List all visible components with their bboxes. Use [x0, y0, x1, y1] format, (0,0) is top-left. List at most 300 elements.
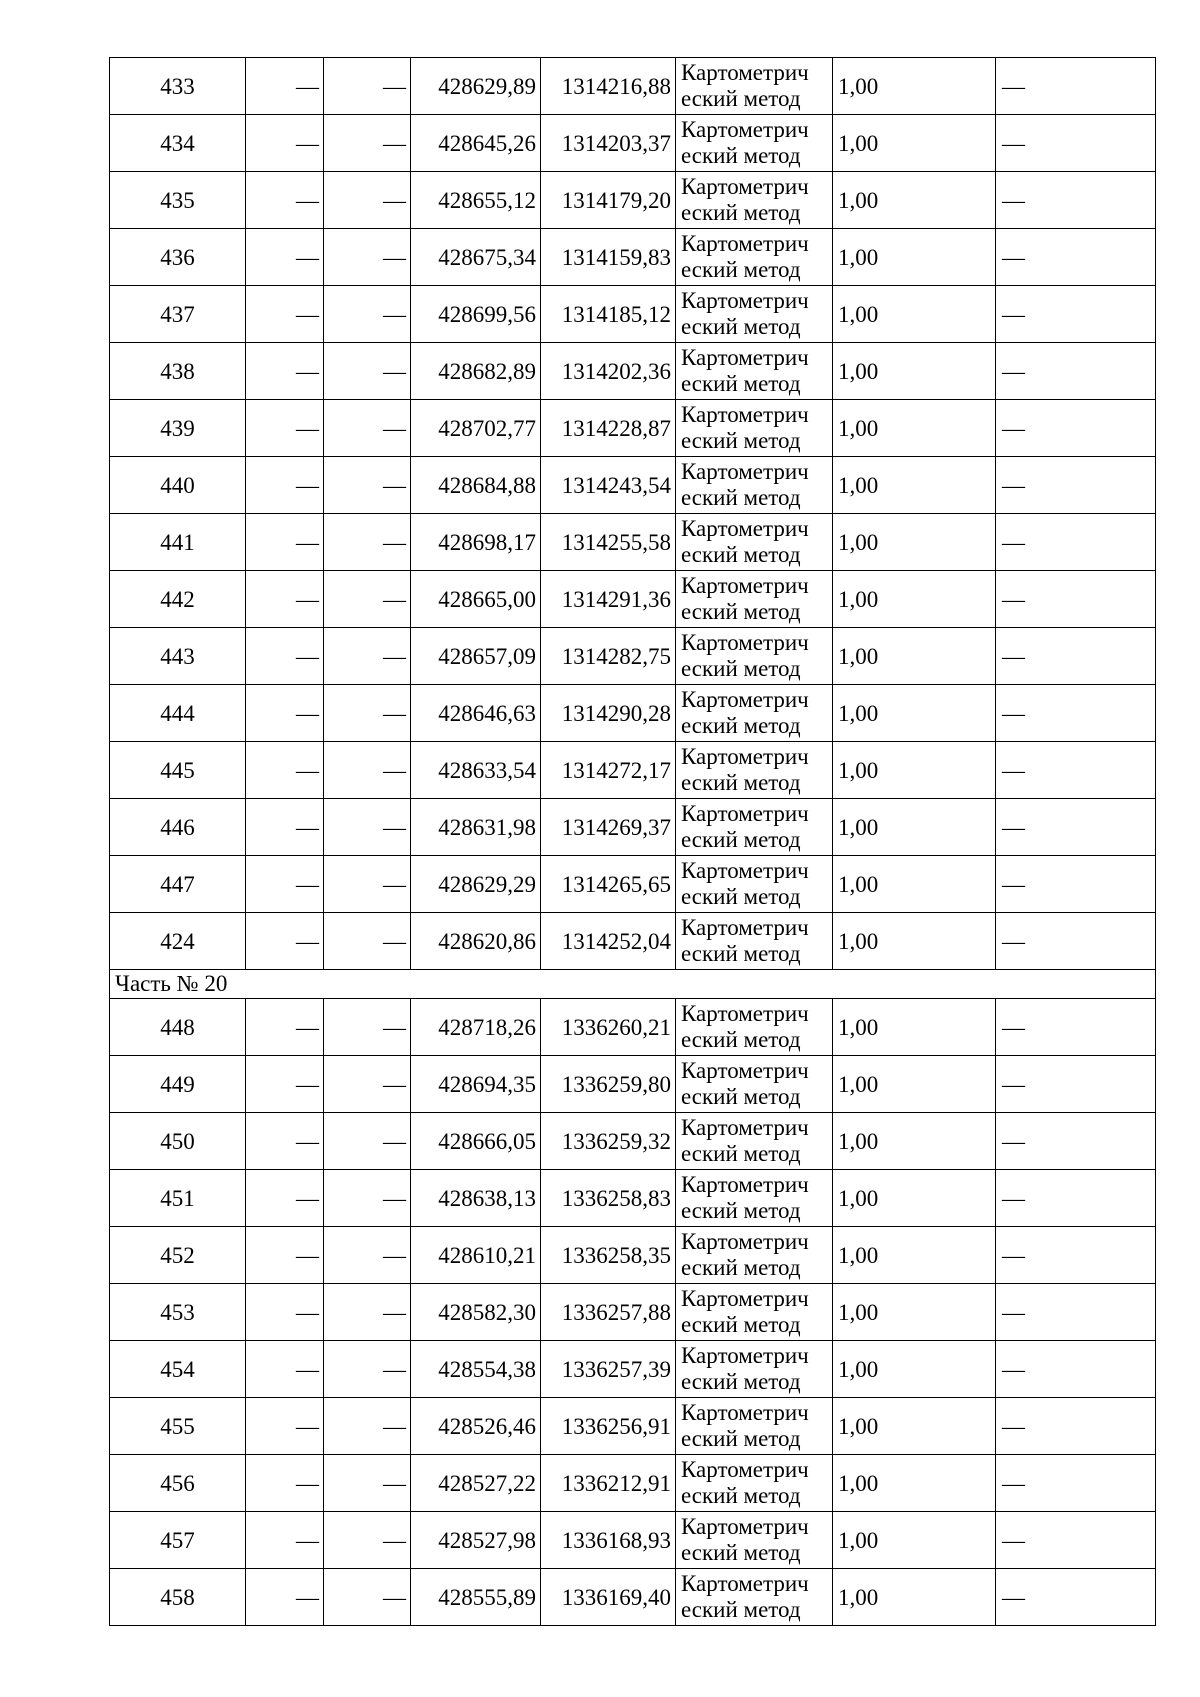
- table-row: [110, 1056, 1156, 1113]
- x-coordinate-cell: 428633,54: [411, 742, 541, 799]
- precision-cell: 1,00: [833, 172, 996, 229]
- x-coordinate-cell: 428666,05: [411, 1113, 541, 1170]
- point-number-cell: 452: [110, 1227, 246, 1284]
- point-number-cell: 440: [110, 457, 246, 514]
- empty-cell: —: [324, 571, 411, 628]
- y-coordinate-cell: 1314269,37: [541, 799, 676, 856]
- empty-cell: —: [996, 115, 1156, 172]
- method-cell: [676, 172, 833, 229]
- empty-cell: —: [996, 1512, 1156, 1569]
- method-line: Картометрич: [681, 1001, 809, 1026]
- empty-cell: —: [246, 58, 324, 115]
- x-coordinate-cell: 428698,17: [411, 514, 541, 571]
- point-number-cell: 433: [110, 58, 246, 115]
- precision-cell: 1,00: [833, 799, 996, 856]
- empty-cell: —: [324, 343, 411, 400]
- empty-cell: —: [996, 1341, 1156, 1398]
- empty-cell: —: [996, 343, 1156, 400]
- point-number-cell: 438: [110, 343, 246, 400]
- empty-cell: —: [324, 999, 411, 1056]
- method-cell: [676, 1170, 833, 1227]
- empty-cell: —: [246, 628, 324, 685]
- precision-cell: 1,00: [833, 571, 996, 628]
- empty-cell: —: [324, 1512, 411, 1569]
- x-coordinate-cell: 428682,89: [411, 343, 541, 400]
- y-coordinate-cell: 1314252,04: [541, 913, 676, 970]
- precision-cell: 1,00: [833, 742, 996, 799]
- method-cell: [676, 685, 833, 742]
- empty-cell: —: [324, 1113, 411, 1170]
- x-coordinate-cell: 428629,29: [411, 856, 541, 913]
- y-coordinate-cell: 1314265,65: [541, 856, 676, 913]
- table-row: [110, 1113, 1156, 1170]
- precision-cell: 1,00: [833, 514, 996, 571]
- empty-cell: —: [324, 229, 411, 286]
- method-cell: [676, 115, 833, 172]
- precision-cell: 1,00: [833, 1113, 996, 1170]
- point-number-cell: 439: [110, 400, 246, 457]
- precision-cell: 1,00: [833, 1227, 996, 1284]
- precision-cell: 1,00: [833, 1056, 996, 1113]
- method-line: еский метод: [681, 599, 801, 624]
- method-line: Картометрич: [681, 1514, 809, 1539]
- empty-cell: —: [324, 1455, 411, 1512]
- method-line: еский метод: [681, 314, 801, 339]
- empty-cell: —: [324, 1284, 411, 1341]
- method-line: еский метод: [681, 1141, 801, 1166]
- method-line: Картометрич: [681, 801, 809, 826]
- point-number-cell: 443: [110, 628, 246, 685]
- method-cell: [676, 343, 833, 400]
- x-coordinate-cell: 428629,89: [411, 58, 541, 115]
- empty-cell: —: [246, 1512, 324, 1569]
- method-line: Картометрич: [681, 1457, 809, 1482]
- point-number-cell: 448: [110, 999, 246, 1056]
- empty-cell: —: [996, 286, 1156, 343]
- empty-cell: —: [246, 1284, 324, 1341]
- y-coordinate-cell: 1314203,37: [541, 115, 676, 172]
- point-number-cell: 447: [110, 856, 246, 913]
- y-coordinate-cell: 1336260,21: [541, 999, 676, 1056]
- point-number-cell: 434: [110, 115, 246, 172]
- table-row: [110, 1170, 1156, 1227]
- y-coordinate-cell: 1336258,35: [541, 1227, 676, 1284]
- method-line: еский метод: [681, 770, 801, 795]
- x-coordinate-cell: 428702,77: [411, 400, 541, 457]
- point-number-cell: 458: [110, 1569, 246, 1626]
- method-line: еский метод: [681, 200, 801, 225]
- empty-cell: —: [246, 286, 324, 343]
- method-line: Картометрич: [681, 1115, 809, 1140]
- x-coordinate-cell: 428620,86: [411, 913, 541, 970]
- empty-cell: —: [996, 457, 1156, 514]
- y-coordinate-cell: 1314228,87: [541, 400, 676, 457]
- method-line: еский метод: [681, 257, 801, 282]
- y-coordinate-cell: 1336212,91: [541, 1455, 676, 1512]
- method-line: еский метод: [681, 941, 801, 966]
- method-cell: [676, 229, 833, 286]
- y-coordinate-cell: 1336256,91: [541, 1398, 676, 1455]
- method-cell: [676, 1569, 833, 1626]
- x-coordinate-cell: 428582,30: [411, 1284, 541, 1341]
- x-coordinate-cell: 428694,35: [411, 1056, 541, 1113]
- empty-cell: —: [324, 799, 411, 856]
- empty-cell: —: [996, 685, 1156, 742]
- y-coordinate-cell: 1336169,40: [541, 1569, 676, 1626]
- method-cell: [676, 799, 833, 856]
- x-coordinate-cell: 428699,56: [411, 286, 541, 343]
- empty-cell: —: [996, 913, 1156, 970]
- table-row: [110, 343, 1156, 400]
- table-row: [110, 115, 1156, 172]
- method-cell: [676, 400, 833, 457]
- table-row: [110, 58, 1156, 115]
- precision-cell: 1,00: [833, 58, 996, 115]
- empty-cell: —: [996, 1227, 1156, 1284]
- method-line: Картометрич: [681, 1058, 809, 1083]
- y-coordinate-cell: 1314291,36: [541, 571, 676, 628]
- precision-cell: 1,00: [833, 343, 996, 400]
- empty-cell: —: [996, 1170, 1156, 1227]
- point-number-cell: 455: [110, 1398, 246, 1455]
- method-line: Картометрич: [681, 345, 809, 370]
- precision-cell: 1,00: [833, 1512, 996, 1569]
- point-number-cell: 456: [110, 1455, 246, 1512]
- method-line: еский метод: [681, 1198, 801, 1223]
- table-row: [110, 1398, 1156, 1455]
- empty-cell: —: [996, 1455, 1156, 1512]
- x-coordinate-cell: 428646,63: [411, 685, 541, 742]
- point-number-cell: 437: [110, 286, 246, 343]
- y-coordinate-cell: 1336259,80: [541, 1056, 676, 1113]
- method-cell: [676, 1512, 833, 1569]
- empty-cell: —: [324, 1569, 411, 1626]
- method-line: Картометрич: [681, 1286, 809, 1311]
- method-line: еский метод: [681, 371, 801, 396]
- part-label: Часть № 20: [110, 970, 1156, 999]
- method-line: Картометрич: [681, 1343, 809, 1368]
- method-line: Картометрич: [681, 687, 809, 712]
- point-number-cell: 424: [110, 913, 246, 970]
- method-line: Картометрич: [681, 858, 809, 883]
- x-coordinate-cell: 428527,22: [411, 1455, 541, 1512]
- table-row: [110, 514, 1156, 571]
- method-cell: [676, 856, 833, 913]
- y-coordinate-cell: 1314243,54: [541, 457, 676, 514]
- method-line: еский метод: [681, 1426, 801, 1451]
- y-coordinate-cell: 1314202,36: [541, 343, 676, 400]
- empty-cell: —: [246, 742, 324, 799]
- point-number-cell: 445: [110, 742, 246, 799]
- method-line: еский метод: [681, 1027, 801, 1052]
- point-number-cell: 454: [110, 1341, 246, 1398]
- method-line: Картометрич: [681, 288, 809, 313]
- empty-cell: —: [246, 1056, 324, 1113]
- empty-cell: —: [996, 856, 1156, 913]
- method-line: еский метод: [681, 1255, 801, 1280]
- empty-cell: —: [324, 685, 411, 742]
- x-coordinate-cell: 428655,12: [411, 172, 541, 229]
- empty-cell: —: [246, 1227, 324, 1284]
- method-line: еский метод: [681, 1483, 801, 1508]
- empty-cell: —: [996, 571, 1156, 628]
- method-line: Картометрич: [681, 573, 809, 598]
- x-coordinate-cell: 428718,26: [411, 999, 541, 1056]
- empty-cell: —: [246, 913, 324, 970]
- precision-cell: 1,00: [833, 628, 996, 685]
- empty-cell: —: [324, 514, 411, 571]
- point-number-cell: 441: [110, 514, 246, 571]
- y-coordinate-cell: 1336168,93: [541, 1512, 676, 1569]
- precision-cell: 1,00: [833, 1455, 996, 1512]
- empty-cell: —: [246, 1341, 324, 1398]
- method-line: Картометрич: [681, 1400, 809, 1425]
- x-coordinate-cell: 428684,88: [411, 457, 541, 514]
- method-line: Картометрич: [681, 117, 809, 142]
- x-coordinate-cell: 428657,09: [411, 628, 541, 685]
- y-coordinate-cell: 1314185,12: [541, 286, 676, 343]
- table-row: [110, 229, 1156, 286]
- empty-cell: —: [996, 1056, 1156, 1113]
- empty-cell: —: [324, 1341, 411, 1398]
- empty-cell: —: [324, 628, 411, 685]
- method-cell: [676, 286, 833, 343]
- y-coordinate-cell: 1314282,75: [541, 628, 676, 685]
- empty-cell: —: [246, 229, 324, 286]
- x-coordinate-cell: 428555,89: [411, 1569, 541, 1626]
- empty-cell: —: [324, 1398, 411, 1455]
- method-cell: [676, 1113, 833, 1170]
- table-row: [110, 1569, 1156, 1626]
- x-coordinate-cell: 428554,38: [411, 1341, 541, 1398]
- table-row: [110, 856, 1156, 913]
- empty-cell: —: [996, 58, 1156, 115]
- table-row: [110, 286, 1156, 343]
- table-row: [110, 457, 1156, 514]
- x-coordinate-cell: 428638,13: [411, 1170, 541, 1227]
- empty-cell: —: [324, 400, 411, 457]
- y-coordinate-cell: 1314272,17: [541, 742, 676, 799]
- x-coordinate-cell: 428527,98: [411, 1512, 541, 1569]
- x-coordinate-cell: 428610,21: [411, 1227, 541, 1284]
- method-cell: [676, 999, 833, 1056]
- table-row: [110, 571, 1156, 628]
- empty-cell: —: [996, 742, 1156, 799]
- empty-cell: —: [246, 1455, 324, 1512]
- point-number-cell: 444: [110, 685, 246, 742]
- point-number-cell: 436: [110, 229, 246, 286]
- part-header-row: [110, 970, 1156, 999]
- table-row: [110, 172, 1156, 229]
- precision-cell: 1,00: [833, 1341, 996, 1398]
- empty-cell: —: [996, 1113, 1156, 1170]
- empty-cell: —: [246, 514, 324, 571]
- method-line: Картометрич: [681, 1229, 809, 1254]
- table-row: [110, 685, 1156, 742]
- precision-cell: 1,00: [833, 913, 996, 970]
- method-cell: [676, 1341, 833, 1398]
- point-number-cell: 449: [110, 1056, 246, 1113]
- method-line: Картометрич: [681, 516, 809, 541]
- method-cell: [676, 1455, 833, 1512]
- method-line: Картометрич: [681, 402, 809, 427]
- method-line: Картометрич: [681, 174, 809, 199]
- method-line: еский метод: [681, 143, 801, 168]
- method-cell: [676, 628, 833, 685]
- method-line: еский метод: [681, 1084, 801, 1109]
- precision-cell: 1,00: [833, 229, 996, 286]
- table-row: [110, 400, 1156, 457]
- precision-cell: 1,00: [833, 999, 996, 1056]
- empty-cell: —: [996, 400, 1156, 457]
- method-line: еский метод: [681, 485, 801, 510]
- method-line: еский метод: [681, 1540, 801, 1565]
- y-coordinate-cell: 1314290,28: [541, 685, 676, 742]
- point-number-cell: 451: [110, 1170, 246, 1227]
- empty-cell: —: [246, 799, 324, 856]
- y-coordinate-cell: 1314216,88: [541, 58, 676, 115]
- x-coordinate-cell: 428631,98: [411, 799, 541, 856]
- method-line: Картометрич: [681, 915, 809, 940]
- empty-cell: —: [996, 229, 1156, 286]
- empty-cell: —: [324, 913, 411, 970]
- empty-cell: —: [996, 172, 1156, 229]
- method-line: еский метод: [681, 1597, 801, 1622]
- empty-cell: —: [246, 1398, 324, 1455]
- empty-cell: —: [246, 172, 324, 229]
- empty-cell: —: [324, 286, 411, 343]
- x-coordinate-cell: 428665,00: [411, 571, 541, 628]
- method-cell: [676, 1227, 833, 1284]
- method-cell: [676, 1056, 833, 1113]
- point-number-cell: 453: [110, 1284, 246, 1341]
- table-row: [110, 1341, 1156, 1398]
- table-body: [110, 58, 1156, 1626]
- empty-cell: —: [324, 1227, 411, 1284]
- point-number-cell: 435: [110, 172, 246, 229]
- coordinates-table: [109, 57, 1156, 1626]
- empty-cell: —: [996, 628, 1156, 685]
- table-row: [110, 742, 1156, 799]
- precision-cell: 1,00: [833, 1398, 996, 1455]
- empty-cell: —: [996, 1284, 1156, 1341]
- empty-cell: —: [246, 343, 324, 400]
- empty-cell: —: [246, 1569, 324, 1626]
- table-row: [110, 999, 1156, 1056]
- x-coordinate-cell: 428526,46: [411, 1398, 541, 1455]
- empty-cell: —: [246, 999, 324, 1056]
- method-line: еский метод: [681, 884, 801, 909]
- empty-cell: —: [324, 1170, 411, 1227]
- method-line: еский метод: [681, 86, 801, 111]
- table-row: [110, 799, 1156, 856]
- empty-cell: —: [324, 457, 411, 514]
- method-cell: [676, 913, 833, 970]
- table-row: [110, 913, 1156, 970]
- method-cell: [676, 1284, 833, 1341]
- method-line: Картометрич: [681, 60, 809, 85]
- method-cell: [676, 1398, 833, 1455]
- precision-cell: 1,00: [833, 1284, 996, 1341]
- method-line: еский метод: [681, 1312, 801, 1337]
- y-coordinate-cell: 1336257,88: [541, 1284, 676, 1341]
- method-cell: [676, 457, 833, 514]
- point-number-cell: 457: [110, 1512, 246, 1569]
- method-line: еский метод: [681, 827, 801, 852]
- y-coordinate-cell: 1314179,20: [541, 172, 676, 229]
- empty-cell: —: [996, 1398, 1156, 1455]
- empty-cell: —: [246, 1170, 324, 1227]
- method-line: еский метод: [681, 656, 801, 681]
- precision-cell: 1,00: [833, 457, 996, 514]
- point-number-cell: 442: [110, 571, 246, 628]
- precision-cell: 1,00: [833, 1170, 996, 1227]
- y-coordinate-cell: 1336257,39: [541, 1341, 676, 1398]
- method-line: еский метод: [681, 1369, 801, 1394]
- precision-cell: 1,00: [833, 1569, 996, 1626]
- method-line: еский метод: [681, 542, 801, 567]
- method-cell: [676, 58, 833, 115]
- precision-cell: 1,00: [833, 400, 996, 457]
- method-line: еский метод: [681, 428, 801, 453]
- method-line: Картометрич: [681, 630, 809, 655]
- empty-cell: —: [996, 799, 1156, 856]
- empty-cell: —: [324, 856, 411, 913]
- empty-cell: —: [246, 457, 324, 514]
- method-line: Картометрич: [681, 1172, 809, 1197]
- y-coordinate-cell: 1336259,32: [541, 1113, 676, 1170]
- x-coordinate-cell: 428675,34: [411, 229, 541, 286]
- empty-cell: —: [246, 571, 324, 628]
- precision-cell: 1,00: [833, 856, 996, 913]
- empty-cell: —: [996, 999, 1156, 1056]
- table-row: [110, 1512, 1156, 1569]
- empty-cell: —: [324, 58, 411, 115]
- point-number-cell: 450: [110, 1113, 246, 1170]
- table-row: [110, 1455, 1156, 1512]
- x-coordinate-cell: 428645,26: [411, 115, 541, 172]
- point-number-cell: 446: [110, 799, 246, 856]
- empty-cell: —: [324, 172, 411, 229]
- table-row: [110, 1284, 1156, 1341]
- empty-cell: —: [246, 400, 324, 457]
- y-coordinate-cell: 1314159,83: [541, 229, 676, 286]
- method-cell: [676, 514, 833, 571]
- empty-cell: —: [246, 856, 324, 913]
- precision-cell: 1,00: [833, 115, 996, 172]
- method-line: еский метод: [681, 713, 801, 738]
- method-line: Картометрич: [681, 744, 809, 769]
- precision-cell: 1,00: [833, 286, 996, 343]
- empty-cell: —: [324, 115, 411, 172]
- method-cell: [676, 571, 833, 628]
- empty-cell: —: [996, 514, 1156, 571]
- empty-cell: —: [324, 742, 411, 799]
- empty-cell: —: [246, 1113, 324, 1170]
- precision-cell: 1,00: [833, 685, 996, 742]
- method-cell: [676, 742, 833, 799]
- empty-cell: —: [324, 1056, 411, 1113]
- method-line: Картометрич: [681, 1571, 809, 1596]
- y-coordinate-cell: 1314255,58: [541, 514, 676, 571]
- method-line: Картометрич: [681, 231, 809, 256]
- method-line: Картометрич: [681, 459, 809, 484]
- empty-cell: —: [246, 685, 324, 742]
- table-row: [110, 1227, 1156, 1284]
- table-row: [110, 628, 1156, 685]
- empty-cell: —: [246, 115, 324, 172]
- empty-cell: —: [996, 1569, 1156, 1626]
